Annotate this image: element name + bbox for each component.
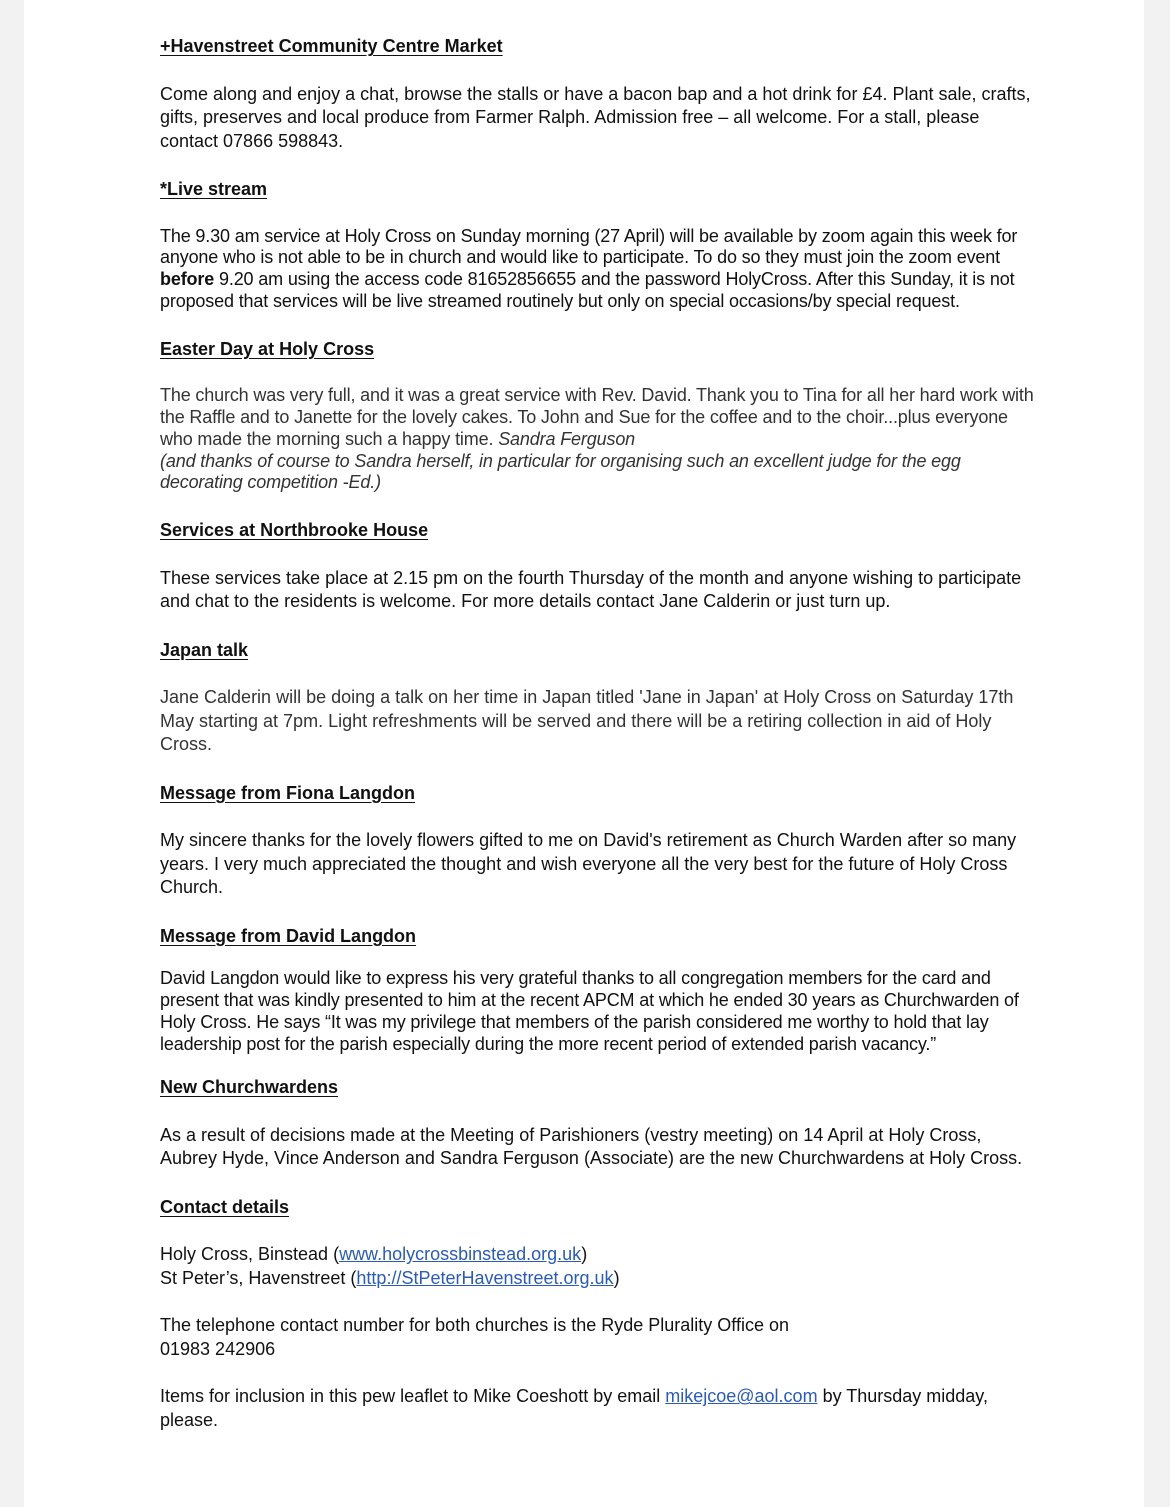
section-easter — [160, 337, 1040, 494]
section-japan — [160, 638, 1040, 757]
contact-items-line — [160, 1385, 1040, 1432]
easter-text: The church was very full, and it was a great service with Rev. David. Thank you to Tina for all her hard work with the Raffle and to Janette for the lovely cakes. To John and Sue for the coffee and to the choir...plus everyone who made the morning such a happy time. — [160, 385, 1034, 449]
holycross-website-link[interactable]: www.holycrossbinstead.org.uk — [339, 1244, 582, 1265]
section-heading-market: +Havenstreet Community Centre Market — [160, 36, 503, 56]
contact-items-suffix: by Thursday midday, please. — [160, 1386, 988, 1430]
section-heading-northbrooke: Services at Northbrooke House — [160, 520, 429, 541]
contact-items-text: Items for inclusion in this pew leaflet to Mike Coeshott by email — [160, 1386, 666, 1407]
section-livestream — [160, 177, 1040, 313]
email-link[interactable]: mikejcoe@aol.com — [665, 1386, 818, 1407]
section-body-churchwardens: As a result of decisions made at the Meeting of Parishioners (vestry meeting) on 14 April at Holy Cross, Aubrey Hyde, Vince Anderson and Sandra Ferguson (Associate) are the new Churchwardens at Holy Cross. — [160, 1124, 1023, 1169]
easter-signature: Sandra Ferguson — [498, 428, 636, 449]
section-body-northbrooke: These services take place at 2.15 pm on the fourth Thursday of the month and anyone wishing to participate and chat to the residents is welcome. For more details contact Jane Calderin or just turn up. — [160, 567, 1022, 612]
document-page — [24, 0, 1144, 1507]
section-body-easter — [160, 385, 1040, 494]
section-body-fiona: My sincere thanks for the lovely flowers gifted to me on David's retirement as Church Warden after so many years. I very much appreciated the thought and wish everyone all the very best for the future of Holy Cross Church. — [160, 830, 1017, 898]
section-body-livestream — [160, 226, 1040, 313]
section-heading-japan: Japan talk — [160, 639, 249, 660]
contact-stpeters-label: St Peter’s, Havenstreet ( — [160, 1267, 357, 1288]
contact-stpeters-line — [160, 1267, 1040, 1291]
livestream-text-2: 9.20 am using the access code 81652856655 and the password HolyCross. After this Sunday, it is not proposed that services will be live streamed routinely but only on special occasions/by special request. — [160, 269, 1015, 311]
section-heading-fiona: Message from Fiona Langdon — [160, 782, 416, 803]
section-northbrooke — [160, 518, 1040, 614]
contact-holycross-close: ) — [581, 1244, 588, 1265]
section-heading-churchwardens: New Churchwardens — [160, 1077, 339, 1098]
section-heading-easter: Easter Day at Holy Cross — [160, 338, 375, 359]
contact-holycross-label: Holy Cross, Binstead ( — [160, 1244, 340, 1265]
section-market — [160, 34, 1040, 153]
section-churchwardens — [160, 1075, 1040, 1171]
section-body-market: Come along and enjoy a chat, browse the stalls or have a bacon bap and a hot drink for £4. Plant sale, crafts, gifts, preserves and local produce from Farmer Ralph. Admission free – all welcome. For a stall, please contact 07866 598843. — [160, 83, 1031, 151]
contact-phone-text: The telephone contact number for both churches is the Ryde Plurality Office on — [160, 1315, 790, 1336]
section-body-japan: Jane Calderin will be doing a talk on her time in Japan titled 'Jane in Japan' at Holy Cross on Saturday 17th May starting at 7pm. Light refreshments will be served and there will be a retiring collection in aid of Holy Cross. — [160, 687, 1014, 755]
section-contact — [160, 1195, 1040, 1433]
livestream-text-1: The 9.30 am service at Holy Cross on Sunday morning (27 April) will be available by zoom again this week for anyone who is not able to be in church and would like to participate. To do so they must join the zoom event — [160, 225, 1018, 268]
easter-editor-note: (and thanks of course to Sandra herself, in particular for organising such an excellent judge for the egg decorating competition -Ed.) — [160, 450, 961, 493]
section-heading-david: Message from David Langdon — [160, 925, 417, 946]
section-david — [160, 924, 1040, 1056]
stpeters-website-link[interactable]: http://StPeterHavenstreet.org.uk — [356, 1267, 614, 1288]
contact-holycross-line — [160, 1243, 1040, 1267]
section-body-david: David Langdon would like to express his very grateful thanks to all congregation members for the card and present that was kindly presented to him at the recent APCM at which he ended 30 years as Churchwarden of Holy Cross. He says “It was my privilege that members of the parish considered me worthy to hold that lay leadership post for the parish especially during the more recent period of extended parish vacancy.” — [160, 968, 1019, 1054]
section-fiona — [160, 781, 1040, 900]
document-content — [160, 34, 1040, 1432]
section-heading-livestream: *Live stream — [160, 179, 268, 199]
contact-phone-number: 01983 242906 — [160, 1338, 276, 1359]
contact-stpeters-close: ) — [613, 1267, 620, 1288]
livestream-bold-before: before — [160, 269, 215, 290]
section-heading-contact: Contact details — [160, 1196, 290, 1217]
